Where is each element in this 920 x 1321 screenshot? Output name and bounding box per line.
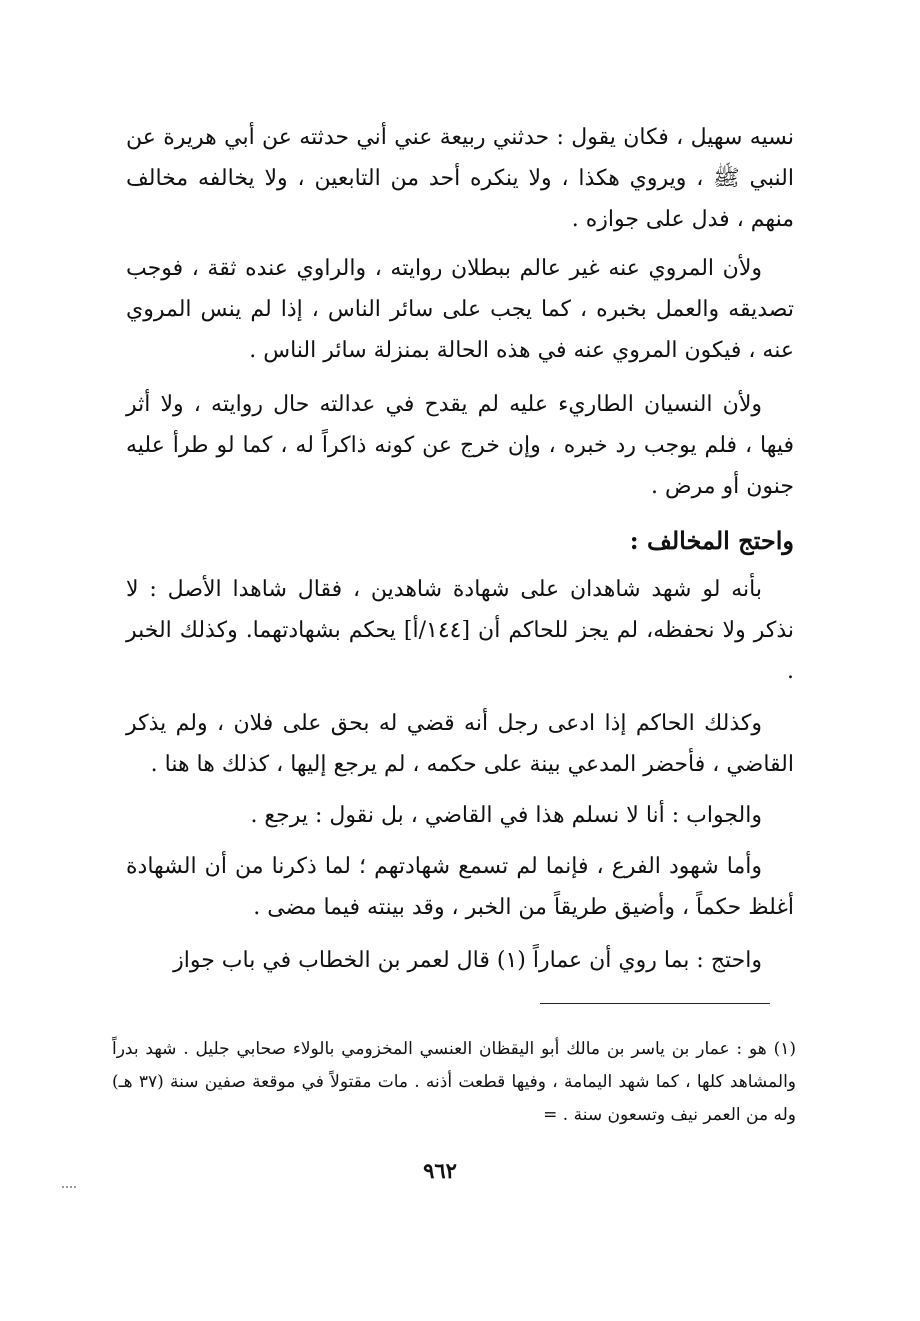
paragraph-6: والجواب : أنا لا نسلم هذا في القاضي ، بل نقول : يرجع . (250, 803, 762, 828)
section-heading: واحتج المخالف : (629, 526, 794, 555)
page-number: ٩٦٢ (423, 1158, 457, 1183)
footnote: (١) هو : عمار بن ياسر بن مالك أبو اليقظان العنسي المخزومي بالولاء صحابي جليل . شهد بدراً والمشاهد كلها ، كما شهد اليمامة ، وفيها قطعت أذنه . مات مقتولاً في موقعة صفين سنة (٣٧ هـ) وله من العمر نيف وتسعون سنة . = (112, 1039, 796, 1125)
paragraph-1: نسيه سهيل ، فكان يقول : حدثني ربيعة عني أني حدثته عن أبي هريرة عن النبي ﷺ ، ويروي هكذا ، ولا ينكره أحد من التابعين ، ولا يخالفه مخالف منهم ، فدل على جوازه . (126, 125, 794, 232)
paragraph-4: بأنه لو شهد شاهدان على شهادة شاهدين ، فقال شاهدا الأصل : لا نذكر ولا نحفظه، لم يجز للحاكم أن [١٤٤/أ] يحكم بشهادتهما. وكذلك الخبر . (126, 577, 794, 684)
paragraph-7: وأما شهود الفرع ، فإنما لم تسمع شهادتهم ؛ لما ذكرنا من أن الشهادة أغلظ حكماً ، وأضيق طريقاً من الخبر ، وقد بينته فيما مضى . (126, 854, 794, 920)
paragraph-3: ولأن النسيان الطاريء عليه لم يقدح في عدالته حال روايته ، ولا أثر فيها ، فلم يوجب رد خبره ، وإن خرج عن كونه ذاكراً له ، كما لو طرأ عليه جنون أو مرض . (126, 392, 794, 499)
footnote-divider (540, 1003, 770, 1004)
paragraph-8: واحتج : بما روي أن عماراً (١) قال لعمر بن الخطاب في باب جواز (173, 948, 762, 973)
paragraph-5: وكذلك الحاكم إذا ادعى رجل أنه قضي له بحق على فلان ، ولم يذكر القاضي ، فأحضر المدعي بينة على حكمه ، لم يرجع إليها ، كذلك ها هنا . (126, 711, 794, 777)
paragraph-2: ولأن المروي عنه غير عالم ببطلان روايته ، والراوي عنده ثقة ، فوجب تصديقه والعمل بخبره ، كما يجب على سائر الناس ، إذا لم ينس المروي عنه ، فيكون المروي عنه في هذه الحالة بمنزلة سائر الناس . (126, 256, 794, 363)
scan-speck-mark (62, 1186, 76, 1191)
